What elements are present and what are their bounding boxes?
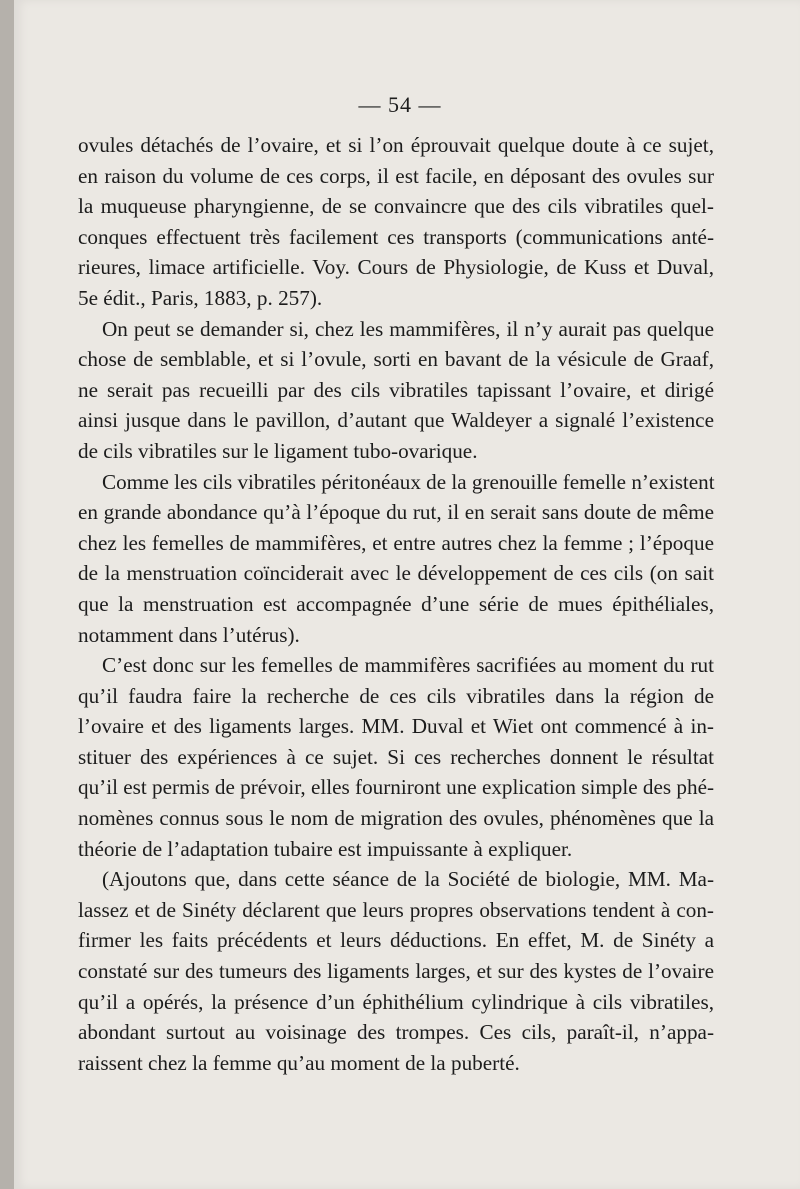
page-edge	[0, 0, 14, 1189]
paragraph-5	[78, 864, 714, 1078]
paragraph-4	[78, 650, 714, 864]
text-line: raissent chez la femme qu’au moment de la puberté.	[78, 1050, 520, 1075]
text-line: en grande abondance qu’à l’époque du rut, il en serait sans doute de même	[78, 500, 714, 525]
text-line: notamment dans l’utérus).	[78, 622, 300, 647]
text-line: ne serait pas recueilli par des cils vibratiles tapissant l’ovaire, et dirigé	[78, 377, 714, 402]
text-line: stituer des expériences à ce sujet. Si ces recherches donnent le résultat	[78, 744, 714, 769]
paragraph-1	[78, 130, 714, 314]
text-line: constaté sur des tumeurs des ligaments larges, et sur des kystes de l’ovaire	[78, 959, 714, 984]
text-line: qu’il est permis de prévoir, elles fourniront une explication simple des phé-	[78, 775, 715, 800]
text-line: ovules détachés de l’ovaire, et si l’on éprouvait quelque doute à ce sujet,	[78, 133, 714, 157]
text-line: nomènes connus sous le nom de migration des ovules, phénomènes que la	[78, 806, 714, 831]
text-line: (Ajoutons que, dans cette séance de la Société de biologie, MM. Ma-	[102, 867, 714, 892]
text-line: la muqueuse pharyngienne, de se convaincre que des cils vibratiles quel-	[78, 194, 714, 219]
text-line: que la menstruation est accompagnée d’une série de mues épithéliales,	[78, 591, 714, 616]
text-line: qu’il a opérés, la présence d’un éphithélium cylindrique à cils vibratiles,	[78, 989, 714, 1014]
paragraph-2	[78, 314, 714, 467]
text-line: ainsi jusque dans le pavillon, d’autant que Waldeyer a signalé l’existence	[78, 408, 714, 433]
text-line: l’ovaire et des ligaments larges. MM. Duval et Wiet ont commencé à in-	[78, 714, 714, 739]
text-line: chez les femelles de mammifères, et entre autres chez la femme ; l’époque	[78, 530, 714, 555]
text-line: théorie de l’adaptation tubaire est impuissante à expliquer.	[78, 836, 573, 861]
text-line: en raison du volume de ces corps, il est facile, en déposant des ovules sur	[78, 163, 714, 188]
text-line: de cils vibratiles sur le ligament tubo-ovarique.	[78, 438, 478, 463]
text-line: qu’il faudra faire la recherche de ces cils vibratiles dans la région de	[78, 683, 714, 708]
text-line: rieures, limace artificielle. Voy. Cours de Physiologie, de Kuss et Duval,	[78, 255, 714, 280]
text-line: 5e édit., Paris, 1883, p. 257).	[78, 285, 323, 310]
page-number: — 54 —	[358, 92, 442, 117]
body-text	[78, 130, 714, 1078]
text-line: lassez et de Sinéty déclarent que leurs propres observations tendent à con-	[78, 897, 714, 922]
paragraph-3	[78, 467, 714, 651]
text-line: C’est donc sur les femelles de mammifères sacrifiées au moment du rut	[102, 653, 714, 678]
text-line: chose de semblable, et si l’ovule, sorti en bavant de la vésicule de Graaf,	[78, 347, 714, 372]
text-line: conques effectuent très facilement ces transports (communications anté-	[78, 224, 714, 249]
text-line: On peut se demander si, chez les mammifères, il n’y aurait pas quelque	[102, 316, 714, 341]
text-line: Comme les cils vibratiles péritonéaux de la grenouille femelle n’existent	[102, 469, 715, 494]
text-line: abondant surtout au voisinage des trompes. Ces cils, paraît-il, n’appa-	[78, 1020, 714, 1045]
text-line: de la menstruation coïnciderait avec le développement de ces cils (on sait	[78, 561, 714, 586]
text-line: firmer les faits précédents et leurs déductions. En effet, M. de Sinéty a	[78, 928, 714, 953]
